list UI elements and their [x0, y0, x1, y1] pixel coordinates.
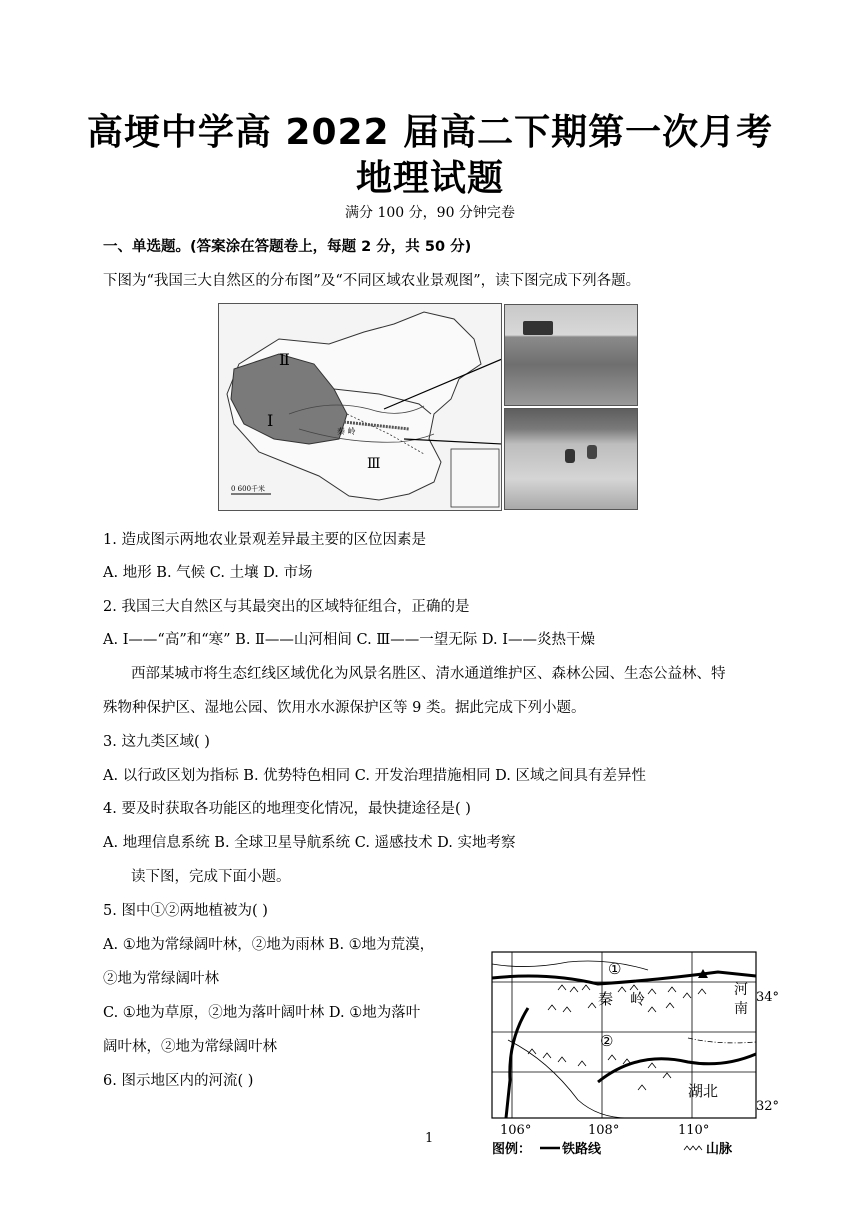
wheat-harvest-photo [504, 304, 638, 406]
passage-3: 读下图，完成下面小题。 [131, 869, 291, 885]
passage-2-line-1: 西部某城市将生态红线区域优化为风景名胜区、清水通道维护区、森林公园、生态公益林、特 [131, 666, 726, 682]
mountain-legend-icon [684, 1146, 702, 1150]
question-5-line-2: ②地为常绿阔叶林 [103, 971, 219, 987]
lat-34-label: 34° [756, 990, 780, 1005]
china-map-svg [219, 304, 501, 510]
qinling-map [488, 950, 788, 1160]
question-3-options: A. 以行政区划为指标 B. 优势特色相同 C. 开发治理措施相同 D. 区域之间具有差异性 [103, 768, 647, 784]
question-1: 1. 造成图示两地农业景观差异最主要的区位因素是 [103, 532, 426, 548]
question-5-line-3: C. ①地为草原，②地为落叶阔叶林 D. ①地为落叶 [103, 1005, 421, 1021]
section-heading: 一、单选题。(答案涂在答题卷上，每题 2 分，共 50 分) [103, 239, 472, 255]
lon-106-label: 106° [500, 1123, 532, 1138]
region-3-label: Ⅲ [367, 456, 381, 472]
henan-he-label: 河 [734, 982, 748, 998]
page-number: 1 [425, 1131, 434, 1146]
exam-subtitle: 满分 100 分，90 分钟完卷 [345, 205, 515, 221]
lon-110-label: 110° [678, 1123, 710, 1138]
exam-subject-title: 地理试题 [355, 158, 504, 199]
question-5-line-4: 阔叶林，②地为常绿阔叶林 [103, 1039, 277, 1055]
passage-2-line-2: 殊物种保护区、湿地公园、饮用水水源保护区等 9 类。据此完成下列小题。 [103, 700, 586, 716]
section-intro: 下图为“我国三大自然区的分布图”及“不同区域农业景观图”，读下图完成下列各题。 [103, 273, 641, 289]
scale-label: 0 600千米 [231, 485, 266, 493]
location-2-label: ② [600, 1032, 614, 1050]
hubei-label: 湖北 [688, 1082, 719, 1100]
question-6: 6. 图示地区内的河流( ) [103, 1073, 254, 1089]
legend-railway-label: 铁路线 [562, 1142, 602, 1157]
legend-mountain-label: 山脉 [706, 1142, 733, 1157]
china-regions-map [218, 303, 502, 511]
henan-nan-label: 南 [734, 1001, 748, 1017]
lon-108-label: 108° [588, 1123, 620, 1138]
exam-title: 高埂中学高 2022 届高二下期第一次月考 [86, 112, 774, 153]
question-1-options: A. 地形 B. 气候 C. 土壤 D. 市场 [103, 565, 313, 581]
question-4-options: A. 地理信息系统 B. 全球卫星导航系统 C. 遥感技术 D. 实地考察 [103, 835, 516, 851]
farmer-shape-1 [565, 449, 575, 463]
rice-paddy-photo [504, 408, 638, 510]
farmer-shape-2 [587, 445, 597, 459]
qin-label: 秦 [598, 990, 614, 1008]
qinling-label: 秦 岭 [337, 427, 356, 436]
combine-harvester-shape [523, 321, 553, 335]
region-2-label: Ⅱ [279, 350, 290, 369]
question-2: 2. 我国三大自然区与其最突出的区域特征组合，正确的是 [103, 599, 470, 615]
question-5-line-1: A. ①地为常绿阔叶林，②地为雨林 B. ①地为荒漠， [103, 937, 435, 953]
region-1-label: Ⅰ [267, 411, 274, 430]
question-2-options: A. Ⅰ——“高”和“寒” B. Ⅱ——山河相间 C. Ⅲ——一望无际 D. Ⅰ——炎热干燥 [103, 632, 595, 648]
question-5: 5. 图中①②两地植被为( ) [103, 903, 268, 919]
qinling-map-svg [488, 950, 788, 1160]
ling-label: 岭 [630, 990, 646, 1008]
question-3: 3. 这九类区域( ) [103, 734, 210, 750]
legend-prefix: 图例： [492, 1142, 532, 1157]
question-4: 4. 要及时获取各功能区的地理变化情况，最快捷途径是( ) [103, 801, 471, 817]
location-1-label: ① [608, 960, 622, 978]
lat-32-label: 32° [756, 1099, 780, 1114]
